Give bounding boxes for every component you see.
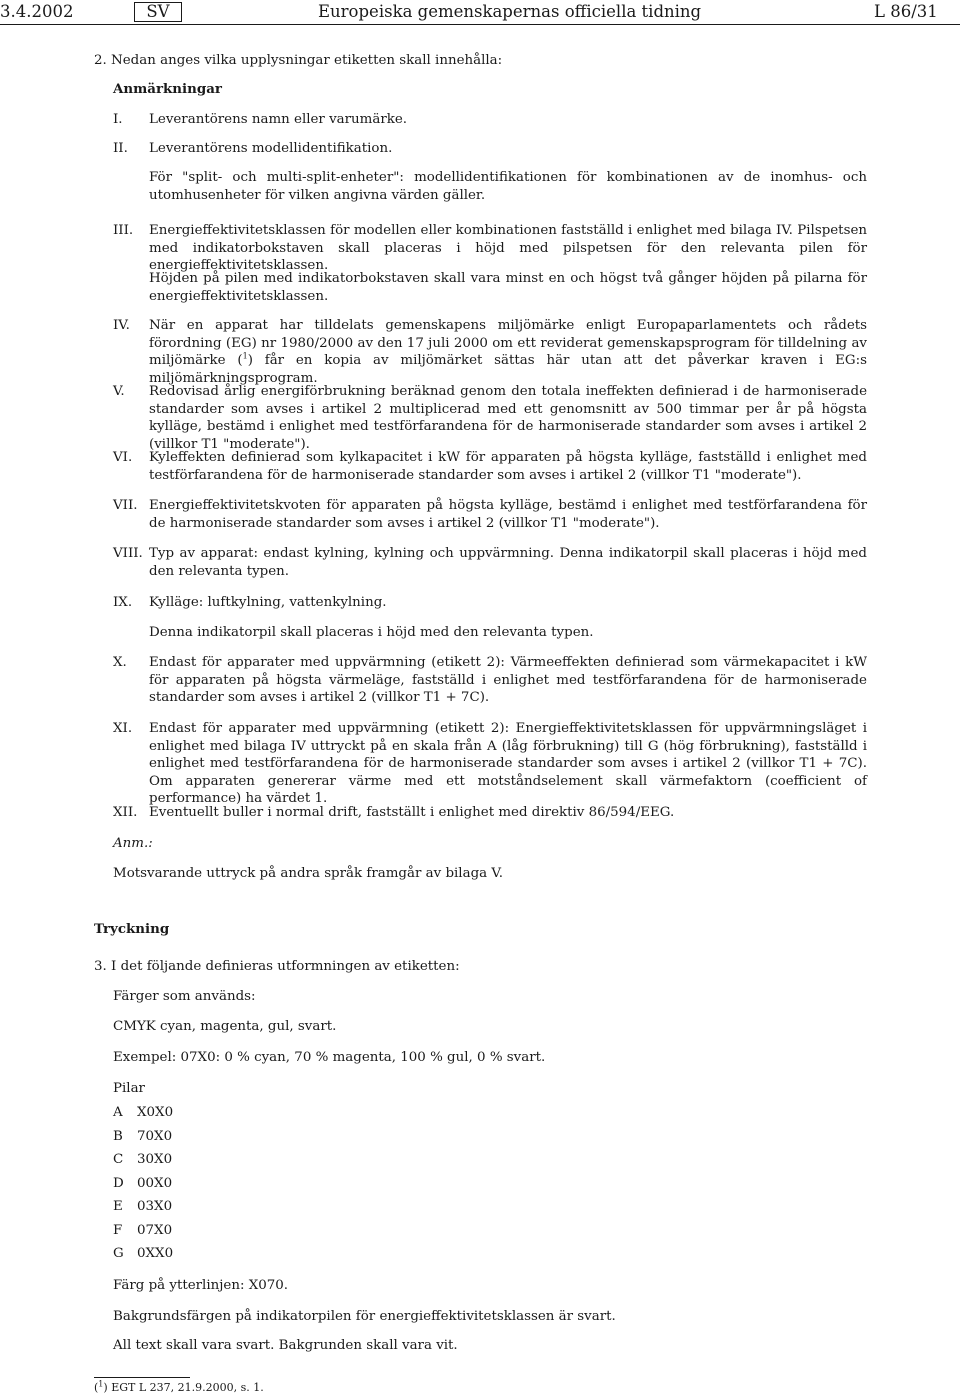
- note-text: Motsvarande uttryck på andra språk framgår av bilaga V.: [113, 866, 503, 881]
- note-label: Anm.:: [113, 836, 153, 851]
- header-rule: [0, 24, 960, 25]
- item-number: V.: [113, 384, 125, 399]
- cmyk-text: CMYK cyan, magenta, gul, svart.: [113, 1019, 337, 1034]
- footnote-text: EGT L 237, 21.9.2000, s. 1.: [111, 1381, 264, 1394]
- item-number: VII.: [113, 498, 138, 513]
- page-header: [0, 0, 960, 30]
- item-text: Leverantörens modellidentifikation.: [149, 141, 393, 156]
- color-example: Exempel: 07X0: 0 % cyan, 70 % magenta, 100 % gul, 0 % svart.: [113, 1050, 546, 1065]
- item-text: Kylläge: luftkylning, vattenkylning.: [149, 595, 387, 610]
- footnote-rule: [94, 1377, 190, 1378]
- footnote-reference: 1: [242, 351, 248, 361]
- item-number: XII.: [113, 805, 138, 820]
- header-page-ref: L 86/31: [874, 2, 938, 21]
- item-number: I.: [113, 112, 123, 127]
- item-number: XI.: [113, 721, 133, 736]
- item-text: Redovisad årlig energiförbrukning beräknad genom den totala ineffekten definierad i de harmoniserade standarder som avses i artikel 2 multiplicerad med ett genomsnitt av 500 timmar per år på högsta kylläge, bestämd i enlighet med testförfarandena för de harmoniserade standarder som avses i artikel 2 (villkor T1 "moderate").: [149, 384, 867, 452]
- item-text: För "split- och multi-split-enheter": modellidentifikationen för kombinationen av de inomhus- och utomhusenheter för vilken angivna värden gäller.: [149, 170, 867, 203]
- arrow-color-code: 00X0: [137, 1176, 173, 1191]
- item-text: Denna indikatorpil skall placeras i höjd med den relevanta typen.: [149, 625, 594, 640]
- item-text: Kyleffekten definierad som kylkapacitet i kW för apparaten på högsta kylläge, fastställd i enlighet med testförfarandena för de harmoniserade standarder som avses i artikel 2 (villkor T1 "moderate").: [149, 450, 867, 483]
- item-number: III.: [113, 223, 134, 238]
- footnote-mark: 1: [98, 1379, 104, 1389]
- header-language-box: SV: [134, 2, 182, 22]
- header-journal-title: Europeiska gemenskapernas officiella tidning: [318, 2, 702, 21]
- arrow-color-code: 30X0: [137, 1152, 173, 1167]
- arrow-color-code: 03X0: [137, 1199, 173, 1214]
- arrow-letter: C: [113, 1152, 124, 1167]
- notes-heading: Anmärkningar: [113, 81, 222, 97]
- item-text-part: ) får en kopia av miljömärket sättas här utan att det påverkar kraven i EG:s miljömärkningsprogram.: [149, 353, 867, 386]
- colors-label: Färger som används:: [113, 989, 256, 1004]
- arrow-letter: F: [113, 1223, 123, 1238]
- item-number: IV.: [113, 318, 130, 333]
- item-text-part: När en apparat har tilldelats gemenskapens miljömärke enligt Europaparlamentets och rådets förordning (EG) nr 1980/2000 av den 17 juli 2000 om ett reviderat gemenskapsprogram för tilldelning av miljömärke (: [149, 318, 867, 369]
- item-number: II.: [113, 141, 128, 156]
- header-date: 3.4.2002: [0, 2, 74, 21]
- item-number: X.: [113, 655, 127, 670]
- item-text: Endast för apparater med uppvärmning (etikett 2): Energieffektivitetsklassen för uppvärmningsläget i enlighet med bilaga IV uttryckt på en skala från A (låg förbrukning) till G (hög förbrukning), fastställd i enlighet med testförfarandena för de harmoniserade standarder som avses i artikel 2 (villkor T1 + 7C). Om apparaten genererar värme med ett motståndselement skall värmefaktorn (coefficient of performance) ha värdet 1.: [149, 721, 867, 807]
- item-text: Energieffektivitetskvoten för apparaten på högsta kylläge, bestämd i enlighet med testförfarandena för de harmoniserade standarder som avses i artikel 2 (villkor T1 "moderate").: [149, 498, 867, 531]
- item-number: VI.: [113, 450, 133, 465]
- arrow-color-code: 07X0: [137, 1223, 173, 1238]
- section2-intro: 2. Nedan anges vilka upplysningar etiketten skall innehålla:: [94, 53, 503, 68]
- item-text: [149, 317, 867, 387]
- arrow-letter: B: [113, 1129, 123, 1144]
- item-text: Höjden på pilen med indikatorbokstaven skall vara minst en och högst två gånger höjden på pilarna för energieffektivitetsklassen.: [149, 271, 867, 304]
- arrow-color-code: X0X0: [137, 1105, 174, 1120]
- arrow-letter: G: [113, 1246, 124, 1261]
- printing-heading: Tryckning: [94, 921, 170, 937]
- item-text: Eventuellt buller i normal drift, fastställt i enlighet med direktiv 86/594/EEG.: [149, 805, 675, 820]
- outline-color-text: Färg på ytterlinjen: X070.: [113, 1278, 289, 1293]
- item-text: Energieffektivitetsklassen för modellen eller kombinationen fastställd i enlighet med bilaga IV. Pilspetsen med indikatorbokstaven skall placeras i höjd med pilspetsen för den relevanta pilen för energieffektivitetsklassen.: [149, 223, 867, 274]
- item-text: Endast för apparater med uppvärmning (etikett 2): Värmeeffekten definierad som värmekapacitet i kW för apparaten på högsta värmeläge, fastställd i enlighet med testförfarandena för de harmoniserade standarder som avses i artikel 2 (villkor T1 + 7C).: [149, 655, 867, 706]
- arrows-label: Pilar: [113, 1081, 145, 1096]
- text-color-text: All text skall vara svart. Bakgrunden skall vara vit.: [113, 1338, 458, 1353]
- item-number: VIII.: [113, 546, 143, 561]
- item-number: IX.: [113, 595, 133, 610]
- arrow-color-code: 70X0: [137, 1129, 173, 1144]
- item-text: Leverantörens namn eller varumärke.: [149, 112, 408, 127]
- arrow-letter: A: [113, 1105, 123, 1120]
- arrow-letter: E: [113, 1199, 123, 1214]
- printing-intro: 3. I det följande definieras utformningen av etiketten:: [94, 959, 460, 974]
- arrow-letter: D: [113, 1176, 124, 1191]
- footnote: ($^1$) EGT L 237, 21.9.2000, s. 1.: [94, 1379, 264, 1394]
- item-text: Typ av apparat: endast kylning, kylning och uppvärmning. Denna indikatorpil skall placeras i höjd med den relevanta typen.: [149, 546, 867, 579]
- arrow-color-code: 0XX0: [137, 1246, 174, 1261]
- indicator-background-text: Bakgrundsfärgen på indikatorpilen för energieffektivitetsklassen är svart.: [113, 1309, 616, 1324]
